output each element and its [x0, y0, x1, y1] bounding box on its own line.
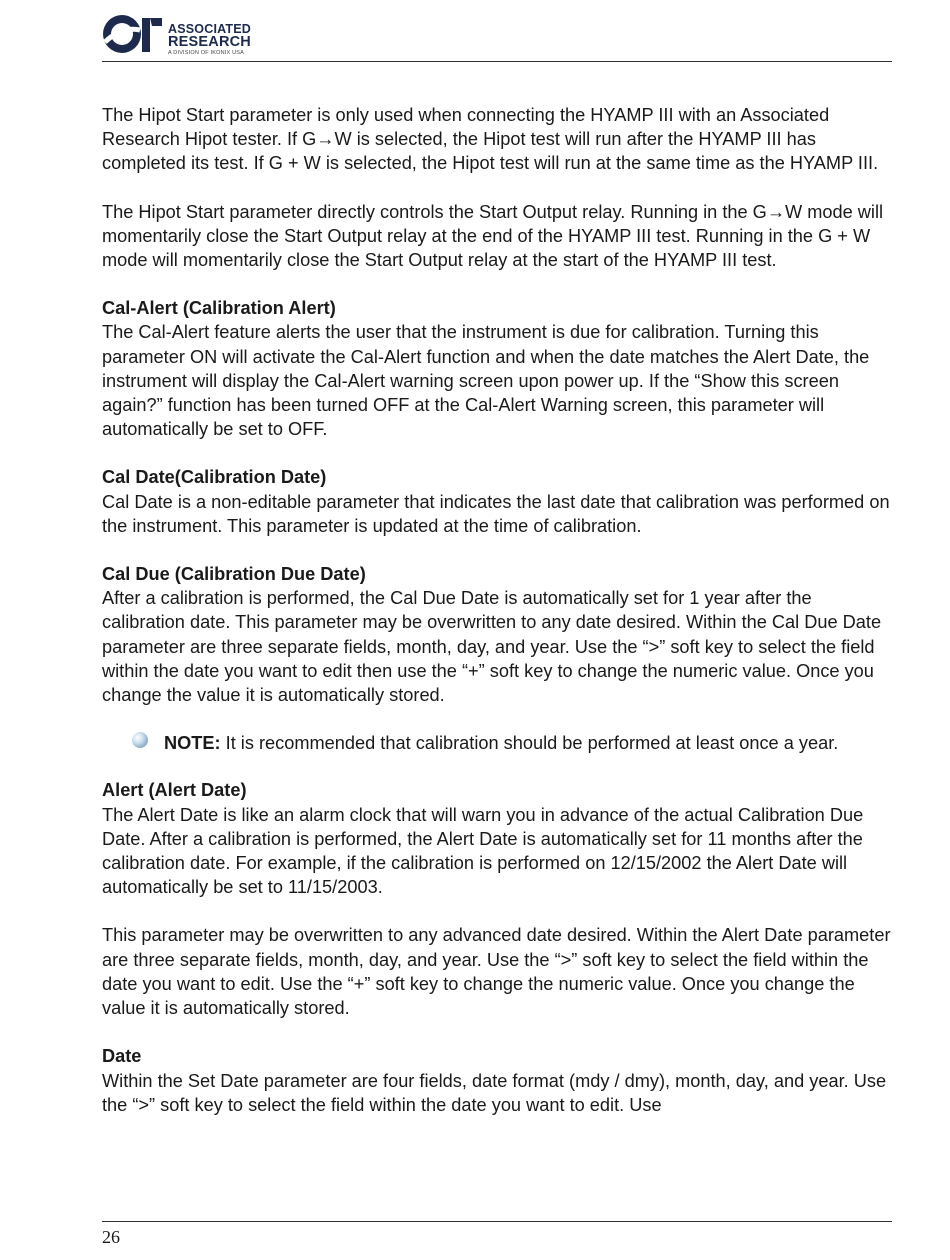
- alert-date-heading: Alert (Alert Date): [102, 780, 247, 801]
- footer-divider: [102, 1221, 892, 1222]
- alert-date-section: [102, 778, 892, 899]
- cal-due-heading: Cal Due (Calibration Due Date): [102, 564, 366, 585]
- date-heading: Date: [102, 1046, 142, 1067]
- alert-date-text: The Alert Date is like an alarm clock that will warn you in advance of the actual Calibration Due Date. After a calibration is performed, the Alert Date is automatically set for 11 months after the calibration date. For example, if the calibration is performed on 12/15/2002 the Alert Date will automatically be set to 11/15/2003.: [102, 804, 864, 898]
- hipot-start-paragraph: The Hipot Start parameter is only used when connecting the HYAMP III with an Associated Research Hipot tester. If G→W is selected, the Hipot test will run after the HYAMP III has completed its test. If G + W is selected, the Hipot test will run at the same time as the HYAMP III.: [102, 105, 879, 174]
- header-divider: [102, 61, 892, 62]
- page-number: 26: [102, 1227, 120, 1247]
- cal-alert-section: [102, 296, 892, 441]
- page-header: [102, 10, 892, 62]
- alert-date-overwrite-paragraph: This parameter may be overwritten to any advanced date desired. Within the Alert Date parameter are three separate fields, month, day, and year. Use the “>” soft key to select the field within the date you want to edit. Use the “+” soft key to change the numeric value. Once you change the value it is automatically stored.: [102, 925, 891, 1019]
- date-section: [102, 1044, 892, 1117]
- note-label: NOTE:: [164, 733, 221, 754]
- logo-text-associated: ASSOCIATED: [168, 22, 252, 36]
- logo-text-research: RESEARCH: [168, 34, 251, 50]
- note-callout: [102, 731, 892, 755]
- ar-logo-mark-icon: [102, 12, 164, 56]
- note-bullet-icon: [132, 732, 148, 748]
- document-body: [102, 103, 892, 1141]
- hipot-start-relay-paragraph: The Hipot Start parameter directly controls the Start Output relay. Running in the G→W mode will momentarily close the Start Output relay at the end of the HYAMP III test. Running in the G + W mode will momentarily close the Start Output relay at the start of the HYAMP III test.: [102, 201, 884, 271]
- date-text: Within the Set Date parameter are four fields, date format (mdy / dmy), month, day, and year. Use the “>” soft key to select the field within the date you want to edit. Use: [102, 1070, 887, 1115]
- cal-due-section: [102, 562, 892, 707]
- cal-alert-text: The Cal-Alert feature alerts the user that the instrument is due for calibration. Turning this parameter ON will activate the Cal-Alert function and when the date matches the Alert Date, the instrument will display the Cal-Alert warning screen upon power up. If the “Show this screen again?” function has been turned OFF at the Cal-Alert Warning screen, this parameter will automatically be set to OFF.: [102, 322, 870, 440]
- cal-due-text: After a calibration is performed, the Cal Due Date is automatically set for 1 year after the calibration date. This parameter may be overwritten to any date desired. Within the Cal Due Date parameter are three separate fields, month, day, and year. Use the “>” soft key to select the field within the date you want to edit then use the “+” soft key to change the numeric value. Once you change the value it is automatically stored.: [102, 588, 882, 706]
- note-text: It is recommended that calibration should be performed at least once a year.: [220, 733, 839, 754]
- cal-date-text: Cal Date is a non-editable parameter that indicates the last date that calibration was performed on the instrument. This parameter is updated at the time of calibration.: [102, 491, 890, 536]
- associated-research-logo: [102, 10, 272, 60]
- logo-text-division: A DIVISION OF IKONIX USA: [168, 50, 245, 56]
- cal-date-heading: Cal Date(Calibration Date): [102, 467, 327, 488]
- cal-date-section: [102, 465, 892, 538]
- cal-alert-heading: Cal-Alert (Calibration Alert): [102, 298, 336, 319]
